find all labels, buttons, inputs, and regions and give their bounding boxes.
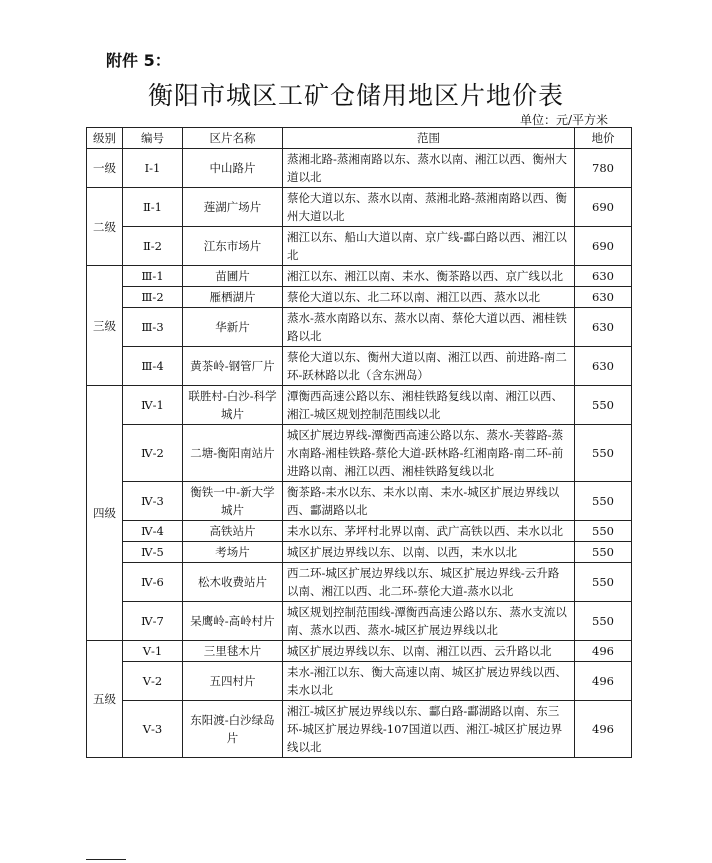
price-cell: 630 — [575, 308, 632, 347]
name-cell: 呆鹰岭-高岭村片 — [183, 602, 283, 641]
range-cell: 西二环-城区扩展边界线以东、城区扩展边界线-云升路以南、湘江以西、北二环-蔡伦大道-蒸水以北 — [283, 563, 575, 602]
range-cell: 湘江以东、湘江以南、耒水、衡茶路以西、京广线以北 — [283, 266, 575, 287]
land-price-table — [86, 127, 632, 758]
table-row — [87, 188, 632, 227]
price-cell: 496 — [575, 641, 632, 662]
code-cell: Ⅳ-4 — [123, 521, 183, 542]
code-cell: Ⅱ-1 — [123, 188, 183, 227]
table-row — [87, 287, 632, 308]
name-cell: 考场片 — [183, 542, 283, 563]
range-cell: 城区扩展边界线以东、以南、以西，耒水以北 — [283, 542, 575, 563]
table-row — [87, 602, 632, 641]
header-range: 范围 — [283, 128, 575, 149]
name-cell: 东阳渡-白沙绿岛片 — [183, 701, 283, 758]
table-row — [87, 308, 632, 347]
price-cell: 690 — [575, 188, 632, 227]
code-cell: Ⅲ-1 — [123, 266, 183, 287]
price-cell: 690 — [575, 227, 632, 266]
name-cell: 莲湖广场片 — [183, 188, 283, 227]
table-row — [87, 425, 632, 482]
level-cell: 四级 — [87, 386, 123, 641]
code-cell: Ⅴ-3 — [123, 701, 183, 758]
name-cell: 松木收费站片 — [183, 563, 283, 602]
name-cell: 五四村片 — [183, 662, 283, 701]
code-cell: Ⅳ-6 — [123, 563, 183, 602]
code-cell: Ⅳ-7 — [123, 602, 183, 641]
level-cell: 一级 — [87, 149, 123, 188]
name-cell: 高铁站片 — [183, 521, 283, 542]
code-cell: Ⅳ-2 — [123, 425, 183, 482]
code-cell: Ⅰ-1 — [123, 149, 183, 188]
range-cell: 湘江-城区扩展边界线以东、酃白路-酃湖路以南、东三环-城区扩展边界线-107国道以西、湘江-城区扩展边界线以北 — [283, 701, 575, 758]
range-cell: 蒸湘北路-蒸湘南路以东、蒸水以南、湘江以西、衡州大道以北 — [283, 149, 575, 188]
table-row — [87, 386, 632, 425]
name-cell: 江东市场片 — [183, 227, 283, 266]
level-cell: 五级 — [87, 641, 123, 758]
range-cell: 衡茶路-耒水以东、耒水以南、耒水-城区扩展边界线以西、酃湖路以北 — [283, 482, 575, 521]
price-cell: 550 — [575, 563, 632, 602]
range-cell: 蔡伦大道以东、蒸水以南、蒸湘北路-蒸湘南路以西、衡州大道以北 — [283, 188, 575, 227]
table-row — [87, 266, 632, 287]
level-cell: 二级 — [87, 188, 123, 266]
range-cell: 湘江以东、船山大道以南、京广线-酃白路以西、湘江以北 — [283, 227, 575, 266]
table-row — [87, 227, 632, 266]
range-cell: 城区规划控制范围线-潭衡西高速公路以东、蒸水支流以南、蒸水以西、蒸水-城区扩展边界线以北 — [283, 602, 575, 641]
range-cell: 蔡伦大道以东、北二环以南、湘江以西、蒸水以北 — [283, 287, 575, 308]
code-cell: Ⅱ-2 — [123, 227, 183, 266]
level-cell: 三级 — [87, 266, 123, 386]
range-cell: 耒水-湘江以东、衡大高速以南、城区扩展边界线以西、耒水以北 — [283, 662, 575, 701]
range-cell: 城区扩展边界线以东、以南、湘江以西、云升路以北 — [283, 641, 575, 662]
price-cell: 550 — [575, 602, 632, 641]
table-row — [87, 149, 632, 188]
code-cell: Ⅴ-1 — [123, 641, 183, 662]
header-price: 地价 — [575, 128, 632, 149]
price-cell: 550 — [575, 542, 632, 563]
table-row — [87, 563, 632, 602]
code-cell: Ⅲ-4 — [123, 347, 183, 386]
table-row — [87, 662, 632, 701]
code-cell: Ⅲ-2 — [123, 287, 183, 308]
price-cell: 630 — [575, 347, 632, 386]
price-cell: 630 — [575, 287, 632, 308]
price-cell: 630 — [575, 266, 632, 287]
name-cell: 黄茶岭-钢管厂片 — [183, 347, 283, 386]
price-cell: 550 — [575, 386, 632, 425]
table-row — [87, 542, 632, 563]
table-row — [87, 482, 632, 521]
header-name: 区片名称 — [183, 128, 283, 149]
price-cell: 550 — [575, 521, 632, 542]
code-cell: Ⅳ-3 — [123, 482, 183, 521]
code-cell: Ⅲ-3 — [123, 308, 183, 347]
price-cell: 496 — [575, 662, 632, 701]
range-cell: 耒水以东、茅坪村北界以南、武广高铁以西、耒水以北 — [283, 521, 575, 542]
range-cell: 潭衡西高速公路以东、湘桂铁路复线以南、湘江以西、湘江-城区规划控制范围线以北 — [283, 386, 575, 425]
name-cell: 雁栖湖片 — [183, 287, 283, 308]
range-cell: 蔡伦大道以东、衡州大道以南、湘江以西、前进路-南二环-跃林路以北（含东洲岛） — [283, 347, 575, 386]
header-code: 编号 — [123, 128, 183, 149]
name-cell: 联胜村-白沙-科学城片 — [183, 386, 283, 425]
table-row — [87, 521, 632, 542]
code-cell: Ⅴ-2 — [123, 662, 183, 701]
price-cell: 780 — [575, 149, 632, 188]
name-cell: 苗圃片 — [183, 266, 283, 287]
attachment-label: 附件 5： — [106, 51, 171, 70]
price-cell: 496 — [575, 701, 632, 758]
header-level: 级别 — [87, 128, 123, 149]
price-cell: 550 — [575, 482, 632, 521]
bottom-divider — [86, 859, 126, 860]
price-cell: 550 — [575, 425, 632, 482]
name-cell: 华新片 — [183, 308, 283, 347]
name-cell: 三里毬木片 — [183, 641, 283, 662]
code-cell: Ⅳ-1 — [123, 386, 183, 425]
table-row — [87, 641, 632, 662]
table-row — [87, 701, 632, 758]
name-cell: 衡铁一中-新大学城片 — [183, 482, 283, 521]
name-cell: 中山路片 — [183, 149, 283, 188]
range-cell: 城区扩展边界线-潭衡西高速公路以东、蒸水-芙蓉路-蒸水南路-湘桂铁路-蔡伦大道-跃林路-红湘南路-南二环-前进路以南、湘江以西、湘桂铁路复线以北 — [283, 425, 575, 482]
range-cell: 蒸水-蒸水南路以东、蒸水以南、蔡伦大道以西、湘桂铁路以北 — [283, 308, 575, 347]
table-header-row — [87, 128, 632, 149]
name-cell: 二塘-衡阳南站片 — [183, 425, 283, 482]
code-cell: Ⅳ-5 — [123, 542, 183, 563]
unit-label: 单位：元/平方米 — [519, 113, 608, 127]
table-row — [87, 347, 632, 386]
document-title: 衡阳市城区工矿仓储用地区片地价表 — [147, 81, 564, 110]
